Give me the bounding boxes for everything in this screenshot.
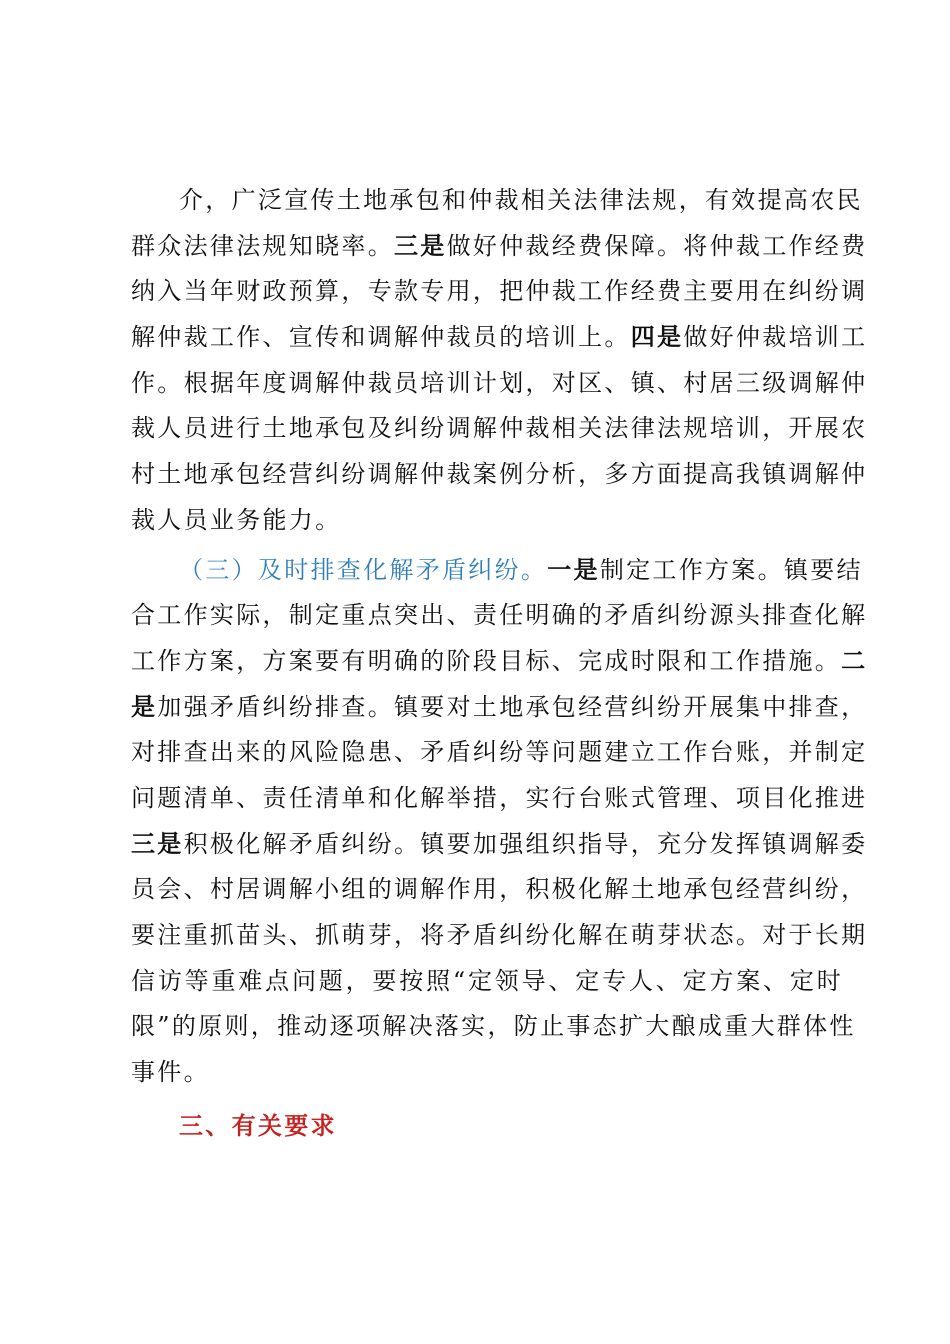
text-line: 裁人员业务能力。: [131, 505, 342, 534]
emphasis-label: 二: [841, 646, 868, 675]
text-line: 要注重抓苗头、抓萌芽，将矛盾纠纷化解在萌芽状态。对于长期: [131, 921, 868, 949]
text-line: 解仲裁工作、宣传和调解仲裁员的培训上。四是做好仲裁培训工: [131, 323, 868, 352]
text-line: 工作方案，方案要有明确的阶段目标、完成时限和工作措施。二: [131, 646, 868, 675]
text-line: 问题清单、责任清单和化解举措，实行台账式管理、项目化推进: [131, 783, 868, 812]
text-line: 纳入当年财政预算，专款专用，把仲裁工作经费主要用在纠纷调: [131, 277, 868, 306]
text-line: 合工作实际，制定重点突出、责任明确的矛盾纠纷源头排查化解: [131, 601, 868, 630]
text-line: （三）及时排查化解矛盾纠纷。一是制定工作方案。镇要结: [179, 555, 863, 584]
text-line: 是加强矛盾纠纷排查。镇要对土地承包经营纠纷开展集中排查，: [131, 692, 868, 721]
emphasis-label: 四是: [630, 323, 684, 352]
emphasis-label: 一是: [547, 555, 600, 584]
text-line: 介，广泛宣传土地承包和仲裁相关法律法规，有效提高农民: [179, 186, 863, 214]
text-line: 事件。: [131, 1058, 210, 1087]
section-heading: 三、有关要求: [179, 1111, 337, 1140]
emphasis-label: 三是: [131, 829, 184, 858]
subheading-text: （三）及时排查化解矛盾纠纷。: [179, 555, 548, 584]
text-line: 作。根据年度调解仲裁员培训计划，对区、镇、村居三级调解仲: [131, 368, 868, 397]
text-line: 三是积极化解矛盾纠纷。镇要加强组织指导，充分发挥镇调解委: [131, 829, 868, 858]
text-line: 限”的原则，推动逐项解决落实，防止事态扩大酿成重大群体性: [131, 1012, 856, 1041]
paragraph-dispute-resolution: [131, 548, 868, 1096]
text-line: 对排查出来的风险隐患、矛盾纠纷等问题建立工作台账，并制定: [131, 738, 868, 767]
document-page: [131, 178, 868, 1149]
paragraph-funding-training: [131, 178, 868, 544]
text-line: 信访等重难点问题，要按照“定领导、定专人、定方案、定时: [131, 966, 843, 995]
text-line: 员会、村居调解小组的调解作用，积极化解土地承包经营纠纷，: [131, 875, 868, 904]
emphasis-label: 是: [131, 692, 158, 721]
emphasis-label: 三是: [394, 231, 447, 260]
text-line: 村土地承包经营纠纷调解仲裁案例分析，多方面提高我镇调解仲: [131, 460, 868, 489]
text-line: 群众法律法规知晓率。三是做好仲裁经费保障。将仲裁工作经费: [131, 231, 868, 260]
text-line: 裁人员进行土地承包及纠纷调解仲裁相关法律法规培训，开展农: [131, 414, 868, 443]
